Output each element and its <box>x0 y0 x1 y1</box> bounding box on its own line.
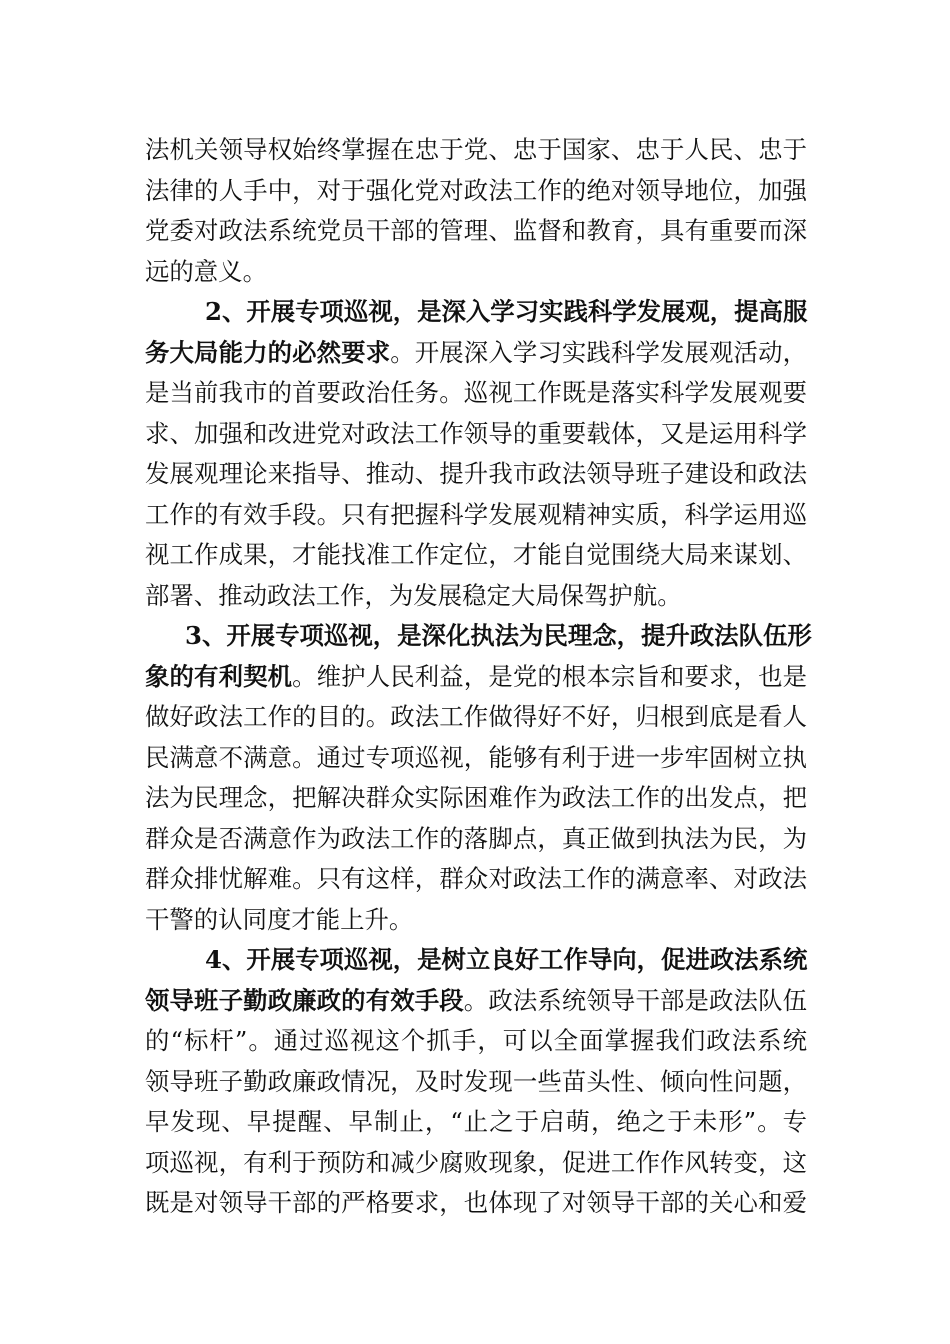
lead-text: 4、开展专项巡视，是树立良好工作导向，促进政法系统 <box>205 945 808 974</box>
lead-text: 3、开展专项巡视，是深化执法为民理念，提升政法队伍形 <box>185 621 812 650</box>
paragraph-lead-heading <box>145 292 807 333</box>
paragraph-lead-heading <box>145 940 807 981</box>
body-text: 。维护人民利益，是党的根本宗旨和要求，也是 <box>292 661 807 691</box>
text-line: 群众是否满意作为政法工作的落脚点，真正做到执法为民，为 <box>145 823 807 853</box>
text-line: 的“标杆”。通过巡视这个抓手，可以全面掌握我们政法系统 <box>145 1026 807 1055</box>
text-line <box>145 333 807 374</box>
text-line: 求、加强和改进党对政法工作领导的重要载体，又是运用科学 <box>145 418 807 448</box>
paragraph-4 <box>145 940 807 1224</box>
text-line: 领导班子勤政廉政情况，及时发现一些苗头性、倾向性问题， <box>145 1066 807 1096</box>
text-line <box>145 657 807 698</box>
text-line: 法机关领导权始终掌握在忠于党、忠于国家、忠于人民、忠于 <box>145 135 807 164</box>
text-line: 法为民理念，把解决群众实际困难作为政法工作的出发点，把 <box>145 783 807 812</box>
lead-text: 务大局能力的必然要求 <box>145 337 391 367</box>
text-line: 干警的认同度才能上升。 <box>145 904 414 934</box>
paragraph-1 <box>145 130 807 292</box>
paragraph-2 <box>145 292 807 616</box>
text-line: 是当前我市的首要政治任务。巡视工作既是落实科学发展观要 <box>145 378 807 407</box>
text-line: 既是对领导干部的严格要求，也体现了对领导干部的关心和爱 <box>145 1188 807 1217</box>
text-line: 项巡视，有利于预防和减少腐败现象，促进工作作风转变，这 <box>145 1147 807 1177</box>
text-line: 群众排忧解难。只有这样，群众对政法工作的满意率、对政法 <box>145 864 807 893</box>
lead-text: 2、开展专项巡视，是深入学习实践科学发展观，提高服 <box>205 297 808 326</box>
text-line: 远的意义。 <box>145 256 267 286</box>
text-line <box>145 981 807 1022</box>
body-text: 。政法系统领导干部是政法队伍 <box>463 985 807 1015</box>
text-line: 法律的人手中，对于强化党对政法工作的绝对领导地位，加强 <box>145 175 807 205</box>
text-line: 党委对政法系统党员干部的管理、监督和教育，具有重要而深 <box>145 216 807 245</box>
text-line: 发展观理论来指导、推动、提升我市政法领导班子建设和政法 <box>145 459 807 488</box>
text-line: 民满意不满意。通过专项巡视，能够有利于进一步牢固树立执 <box>145 742 807 772</box>
body-text: 。开展深入学习实践科学发展观活动， <box>390 337 807 367</box>
lead-text: 领导班子勤政廉政的有效手段 <box>145 985 464 1015</box>
text-line: 视工作成果，才能找准工作定位，才能自觉围绕大局来谋划、 <box>145 540 807 569</box>
text-line: 做好政法工作的目的。政法工作做得好不好，归根到底是看人 <box>145 702 807 731</box>
document-body <box>145 130 812 1224</box>
lead-text: 象的有利契机 <box>145 661 293 691</box>
text-line: 部署、推动政法工作，为发展稳定大局保驾护航。 <box>145 580 682 610</box>
paragraph-lead-heading <box>145 616 812 657</box>
paragraph-3 <box>145 616 812 940</box>
text-line: 早发现、早提醒、早制止，“止之于启萌，绝之于未形”。专 <box>145 1107 807 1136</box>
text-line: 工作的有效手段。只有把握科学发展观精神实质，科学运用巡 <box>145 499 807 529</box>
